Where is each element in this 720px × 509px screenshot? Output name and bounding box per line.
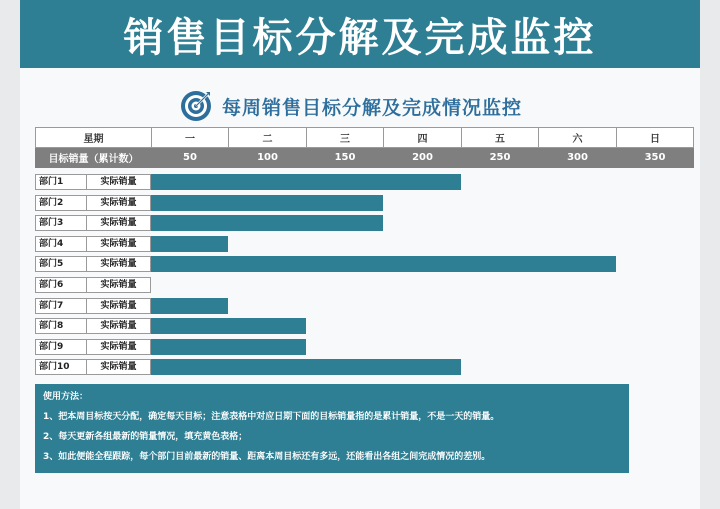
- series-label: 实际销量: [87, 277, 151, 293]
- target-cell: 150: [307, 148, 384, 168]
- dept-label: 部门9: [35, 339, 87, 355]
- dept-row: [35, 339, 693, 355]
- series-label: 实际销量: [87, 298, 151, 314]
- target-cell: 300: [539, 148, 617, 168]
- notes-item: 3、如此便能全程跟踪，每个部门目前最新的销量、距离本周目标还有多远，还能看出各组之间完成情况的差别。: [43, 452, 491, 462]
- subtitle-row: [180, 88, 522, 124]
- series-label: 实际销量: [87, 359, 151, 375]
- bar-chart: [35, 174, 693, 379]
- target-header-label: 目标销量（累计数）: [36, 148, 152, 168]
- day-cell: 一: [152, 128, 229, 148]
- dept-row: [35, 318, 693, 334]
- dept-row: [35, 256, 693, 272]
- bar: [151, 256, 616, 272]
- target-icon: [180, 90, 212, 122]
- day-cell: 四: [384, 128, 462, 148]
- title-banner: [20, 0, 700, 68]
- day-cell: 三: [307, 128, 384, 148]
- dept-label: 部门10: [35, 359, 87, 375]
- dept-label: 部门5: [35, 256, 87, 272]
- dept-label: 部门3: [35, 215, 87, 231]
- dept-row: [35, 236, 693, 252]
- content-panel: [20, 68, 700, 509]
- dept-label: 部门8: [35, 318, 87, 334]
- bar: [151, 359, 461, 375]
- day-header-label: 星期: [36, 128, 152, 148]
- series-label: 实际销量: [87, 256, 151, 272]
- day-cell: 五: [462, 128, 539, 148]
- target-cell: 250: [462, 148, 539, 168]
- notes-item: 2、每天更新各组最新的销量情况，填充黄色表格；: [43, 432, 248, 442]
- dept-label: 部门2: [35, 195, 87, 211]
- series-label: 实际销量: [87, 339, 151, 355]
- bar: [151, 195, 383, 211]
- page-title: 销售目标分解及完成监控: [123, 14, 597, 61]
- bar: [151, 318, 306, 334]
- dept-row: [35, 298, 693, 314]
- bar: [151, 339, 306, 355]
- series-label: 实际销量: [87, 174, 151, 190]
- bar: [151, 298, 228, 314]
- dept-row: [35, 359, 693, 375]
- dept-label: 部门7: [35, 298, 87, 314]
- target-row: [36, 148, 694, 168]
- day-cell: 日: [617, 128, 694, 148]
- target-cell: 350: [617, 148, 694, 168]
- target-cell: 50: [152, 148, 229, 168]
- series-label: 实际销量: [87, 318, 151, 334]
- bar: [151, 174, 461, 190]
- notes-item: 1、把本周目标按天分配，确定每天目标；注意表格中对应日期下面的目标销量指的是累计销量，不是一天的销量。: [43, 412, 500, 422]
- dept-row: [35, 215, 693, 231]
- dept-label: 部门4: [35, 236, 87, 252]
- dept-label: 部门1: [35, 174, 87, 190]
- notes-heading: 使用方法：: [43, 392, 89, 402]
- usage-notes: [35, 384, 629, 473]
- bar: [151, 215, 383, 231]
- dept-row: [35, 277, 693, 293]
- target-cell: 200: [384, 148, 462, 168]
- target-cell: 100: [229, 148, 307, 168]
- subtitle: 每周销售目标分解及完成情况监控: [222, 96, 523, 119]
- target-table: [35, 127, 694, 168]
- day-cell: 二: [229, 128, 307, 148]
- series-label: 实际销量: [87, 215, 151, 231]
- series-label: 实际销量: [87, 236, 151, 252]
- bar: [151, 236, 228, 252]
- dept-row: [35, 195, 693, 211]
- series-label: 实际销量: [87, 195, 151, 211]
- dept-row: [35, 174, 693, 190]
- dept-label: 部门6: [35, 277, 87, 293]
- day-cell: 六: [539, 128, 617, 148]
- day-header-row: [36, 128, 694, 148]
